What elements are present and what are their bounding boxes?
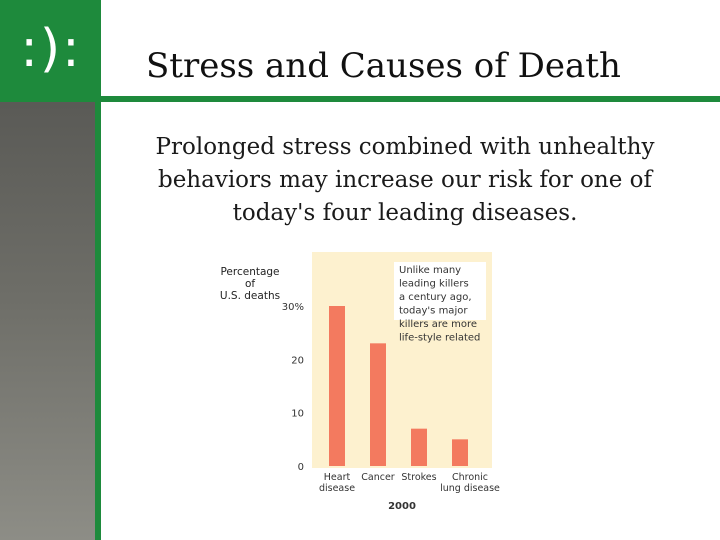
- y-axis-label: [216, 266, 284, 302]
- y-axis-label-line: Percentage: [220, 266, 280, 278]
- x-category-label: Heart: [323, 472, 351, 483]
- annotation-text: Unlike many: [399, 265, 462, 276]
- annotation-text: life-style related: [399, 332, 481, 344]
- y-tick-label: 10: [291, 408, 304, 420]
- x-category-label: Cancer: [361, 472, 395, 483]
- sidebar-divider: [95, 102, 101, 540]
- chart: [216, 252, 506, 522]
- slide-body-text: Prolonged stress combined with unhealthy behaviors may increase our risk for one of today's four leading diseases.: [155, 134, 655, 226]
- y-tick-label: 0: [297, 462, 304, 473]
- x-category-label: Chronic: [451, 472, 489, 483]
- annotation-text: killers are more: [399, 319, 478, 330]
- header-rule: [101, 96, 720, 102]
- smiley-logo: :):: [20, 19, 82, 79]
- slide-title: Stress and Causes of Death: [146, 46, 621, 86]
- annotation-text: a century ago,: [399, 292, 472, 303]
- y-tick-label: 20: [291, 355, 304, 367]
- x-category-label: lung disease: [440, 483, 500, 494]
- y-axis-label-line: U.S. deaths: [219, 290, 281, 302]
- annotation-text: today's major: [399, 305, 468, 317]
- bar: [329, 306, 345, 466]
- x-category-label: Strokes: [401, 472, 437, 483]
- sidebar-panel: [0, 102, 95, 540]
- sidebar-header-block: [0, 0, 101, 102]
- bar: [370, 343, 386, 466]
- y-axis-label-line: of: [244, 278, 256, 290]
- y-tick-label: 30%: [281, 302, 304, 313]
- annotation-text: leading killers: [399, 278, 469, 290]
- bar: [411, 429, 427, 466]
- x-axis-label: 2000: [388, 501, 416, 512]
- bar: [452, 439, 468, 466]
- x-category-label: disease: [318, 483, 356, 494]
